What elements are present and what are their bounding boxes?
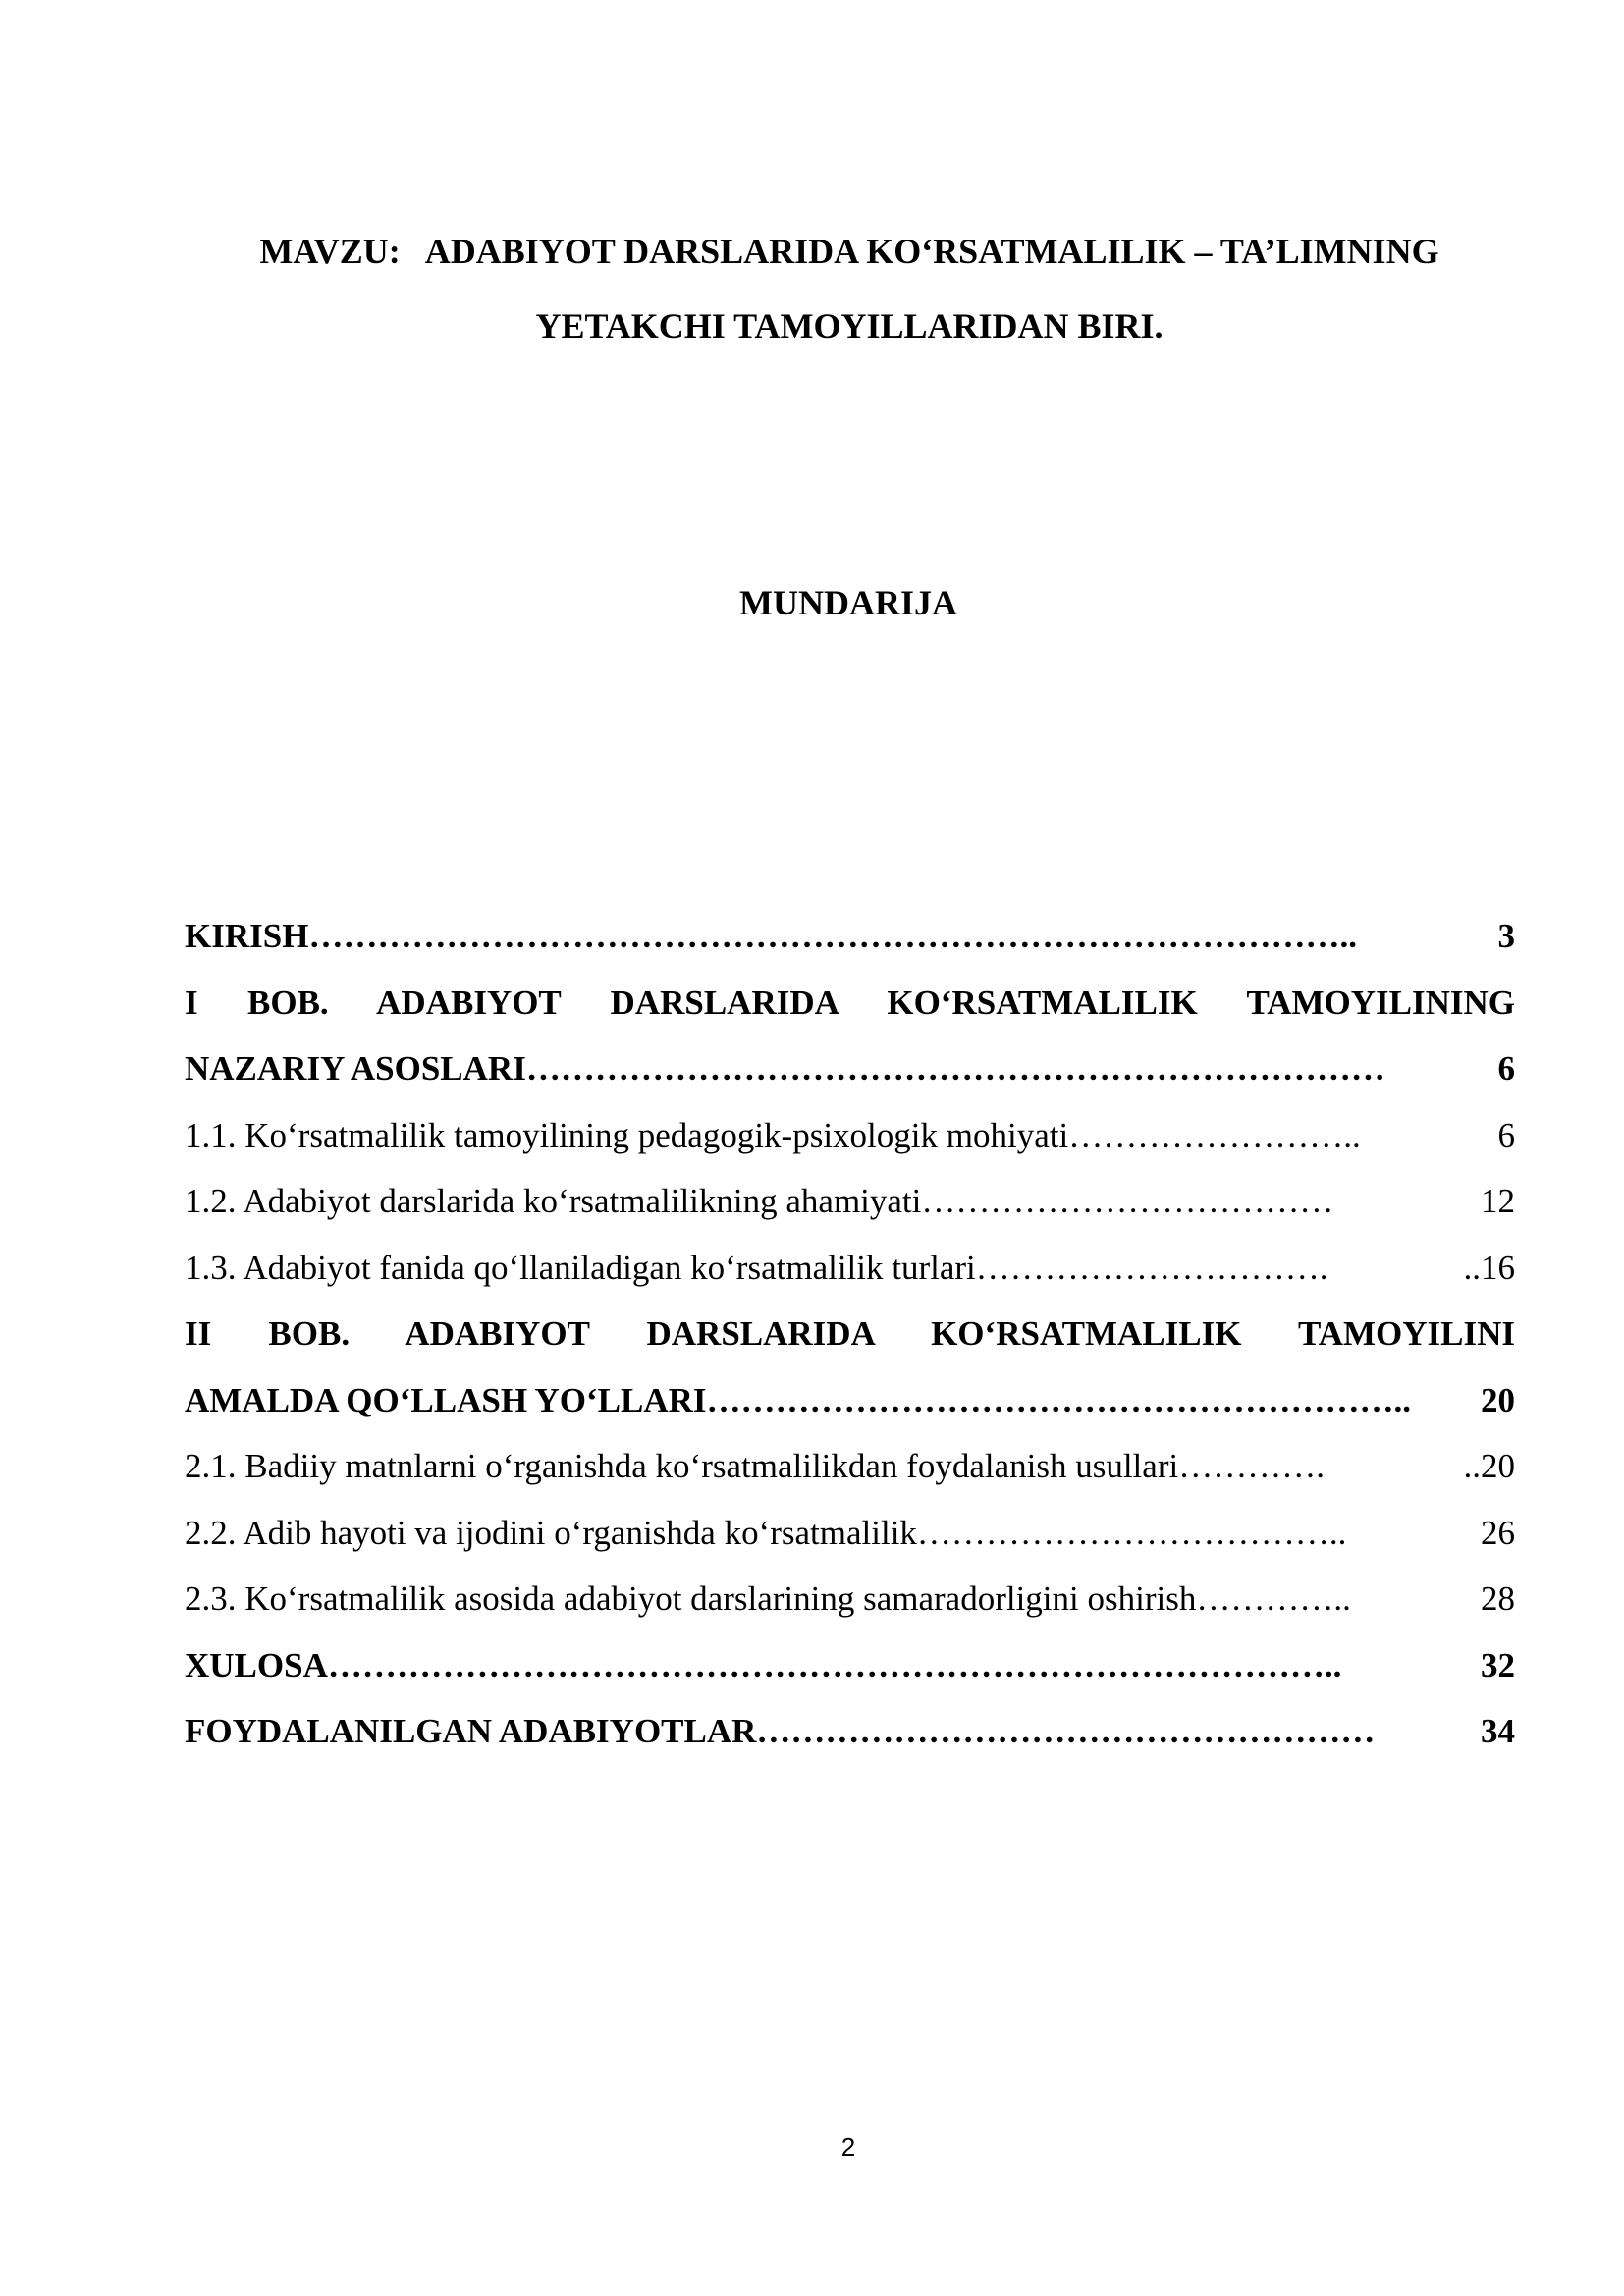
dot-leader: ………….. (1196, 1579, 1351, 1618)
dot-leader: …………………….. (1068, 1115, 1361, 1154)
dot-leader: …………. (1178, 1447, 1325, 1485)
toc-entry-section-1-3[interactable] (185, 1235, 1515, 1302)
topic-line-1: MAVZU: ADABIYOT DARSLARIDA KO‘RSATMALILIK – TA’LIMNING (259, 232, 1439, 271)
dot-leader: …………………………. (975, 1248, 1328, 1287)
toc-page-number: 32 (1481, 1645, 1515, 1684)
toc-page-number: 6 (1497, 1049, 1515, 1088)
toc-entry-title: 2.1. Badiiy matnlarni o‘rganishda ko‘rsatmalilikdan foydalanish usullari (185, 1447, 1179, 1485)
contents-heading: MUNDARIJA (739, 583, 957, 622)
dot-leader: ……………………………… (921, 1182, 1334, 1220)
toc-entry-title: 2.2. Adib hayoti va ijodini o‘rganishda ko‘rsatmalilik (185, 1513, 917, 1552)
toc-entry-title: II BOB. ADABIYOT DARSLARIDA KO‘RSATMALILIK TAMOYILINI (185, 1314, 1515, 1353)
toc-page-number: 34 (1481, 1712, 1515, 1750)
toc-entry-title: 2.3. Ko‘rsatmalilik asosida adabiyot darslarining samaradorligini oshirish (185, 1579, 1197, 1618)
table-of-contents (185, 903, 1515, 1765)
toc-entry-conclusion[interactable] (185, 1632, 1515, 1699)
toc-page-number: 26 (1481, 1513, 1515, 1552)
dot-leader: ……………………………….. (916, 1513, 1347, 1552)
toc-entry-section-2-2[interactable] (185, 1500, 1515, 1567)
dot-leader: ……………………………………………………………………………….. (308, 917, 1357, 955)
dot-leader: ……………………………………………… (756, 1712, 1376, 1750)
toc-entry-section-2-1[interactable] (185, 1433, 1515, 1500)
toc-page-number: 3 (1497, 917, 1515, 955)
toc-page-number: 20 (1481, 1380, 1515, 1419)
toc-page-number: ..20 (1463, 1447, 1515, 1485)
toc-entry-title: I BOB. ADABIYOT DARSLARIDA KO‘RSATMALILIK TAMOYILINING (185, 983, 1515, 1022)
dot-leader: …………………………………………………….. (706, 1380, 1412, 1419)
toc-entry-section-1-2[interactable] (185, 1168, 1515, 1235)
toc-page-number: ..16 (1463, 1248, 1515, 1287)
toc-entry-title: XULOSA (185, 1645, 328, 1684)
dot-leader: …………………………………………………………………………….. (327, 1645, 1342, 1684)
toc-page-number: 28 (1481, 1579, 1515, 1618)
toc-entry-section-2-3[interactable] (185, 1566, 1515, 1632)
topic-line-2: YETAKCHI TAMOYILLARIDAN BIRI. (535, 306, 1164, 346)
toc-entry-title: 1.1. Ko‘rsatmalilik tamoyilining pedagogik-psixologik mohiyati (185, 1115, 1069, 1154)
toc-entry-title-continued: AMALDA QO‘LLASH YO‘LLARI (185, 1380, 707, 1419)
toc-entry-title: 1.3. Adabiyot fanida qo‘llaniladigan ko‘rsatmalilik turlari (185, 1248, 976, 1287)
toc-page-number: 6 (1497, 1115, 1515, 1154)
toc-entry-section-1-1[interactable] (185, 1102, 1515, 1169)
toc-entry-title: 1.2. Adabiyot darslarida ko‘rsatmalilikning ahamiyati (185, 1182, 922, 1220)
toc-entry-title: KIRISH (185, 917, 309, 955)
toc-page-number: 12 (1481, 1182, 1515, 1220)
toc-entry-introduction[interactable] (185, 903, 1515, 970)
toc-entry-references[interactable] (185, 1698, 1515, 1765)
toc-entry-chapter-2[interactable] (185, 1301, 1515, 1433)
document-topic (177, 214, 1522, 363)
dot-leader: ………………………………………………………………… (525, 1049, 1385, 1088)
page-number: 2 (840, 2132, 856, 2162)
toc-entry-title: FOYDALANILGAN ADABIYOTLAR (185, 1712, 757, 1750)
toc-entry-chapter-1[interactable] (185, 970, 1515, 1102)
toc-entry-title-continued: NAZARIY ASOSLARI (185, 1049, 526, 1088)
